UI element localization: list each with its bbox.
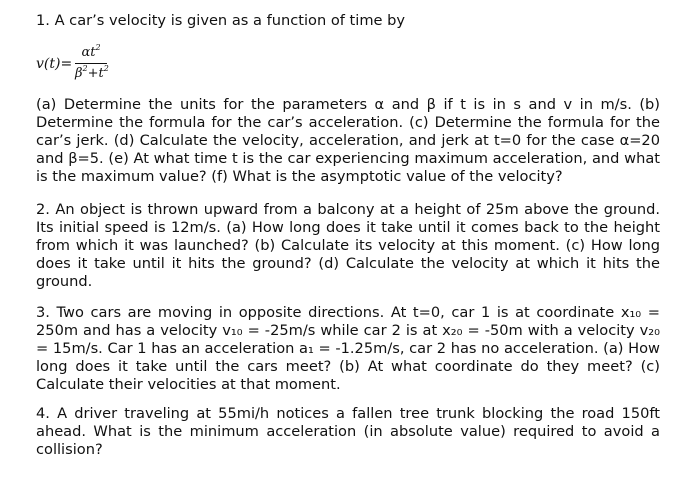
numerator-exponent: 2: [95, 43, 101, 52]
problem-1-text: (a) Determine the units for the parameters α and β if t is in s and v in m/s. (b) Determine the formula for the car’s acceleration. (c) Determine the formula for the car’s jerk. (d) Calculate the velocity, acceleration, and jerk at t=0 for the case α=20 and β=5. (e) At what time t is the car experiencing maximum acceleration, and what is the maximum value? (f) What is the asymptotic value of the velocity?: [36, 96, 660, 185]
problem-4-text: 4. A driver traveling at 55mi/h notices a fallen tree trunk blocking the road 150ft ahead. What is the minimum acceleration (in absolute value) required to avoid a collision?: [36, 405, 660, 458]
numerator-term: αt: [81, 45, 96, 60]
problem-2-text: 2. An object is thrown upward from a balcony at a height of 25m above the ground. Its initial speed is 12m/s. (a) How long does it take until it comes back to the height from which it was launched? (b) Calculate its velocity at this moment. (c) How long does it take until it hits the ground? (d) Calculate the velocity at which it hits the ground.: [36, 201, 660, 290]
denominator-plus-term: +t: [87, 66, 104, 81]
formula-lhs: v(t)=: [36, 56, 73, 72]
formula-numerator: [75, 43, 107, 61]
denominator-exponent-1: 2: [82, 64, 88, 73]
fraction-bar: [75, 63, 107, 64]
denominator-exponent-2: 2: [103, 64, 109, 73]
denominator-base: β: [75, 66, 83, 81]
formula-fraction: [75, 43, 107, 82]
problem-3-text: 3. Two cars are moving in opposite directions. At t=0, car 1 is at coordinate x₁₀ = 250m and has a velocity v₁₀ = -25m/s while car 2 is at x₂₀ = -50m with a velocity v₂₀ = 15m/s. Car 1 has an acceleration a₁ = -1.25m/s, car 2 has no acceleration. (a) How long does it take until the cars meet? (b) At what coordinate do they meet? (c) Calculate their velocities at that moment.: [36, 304, 660, 393]
problem-1-heading: 1. A car’s velocity is given as a function of time by: [36, 12, 406, 29]
formula-denominator: [75, 66, 107, 82]
